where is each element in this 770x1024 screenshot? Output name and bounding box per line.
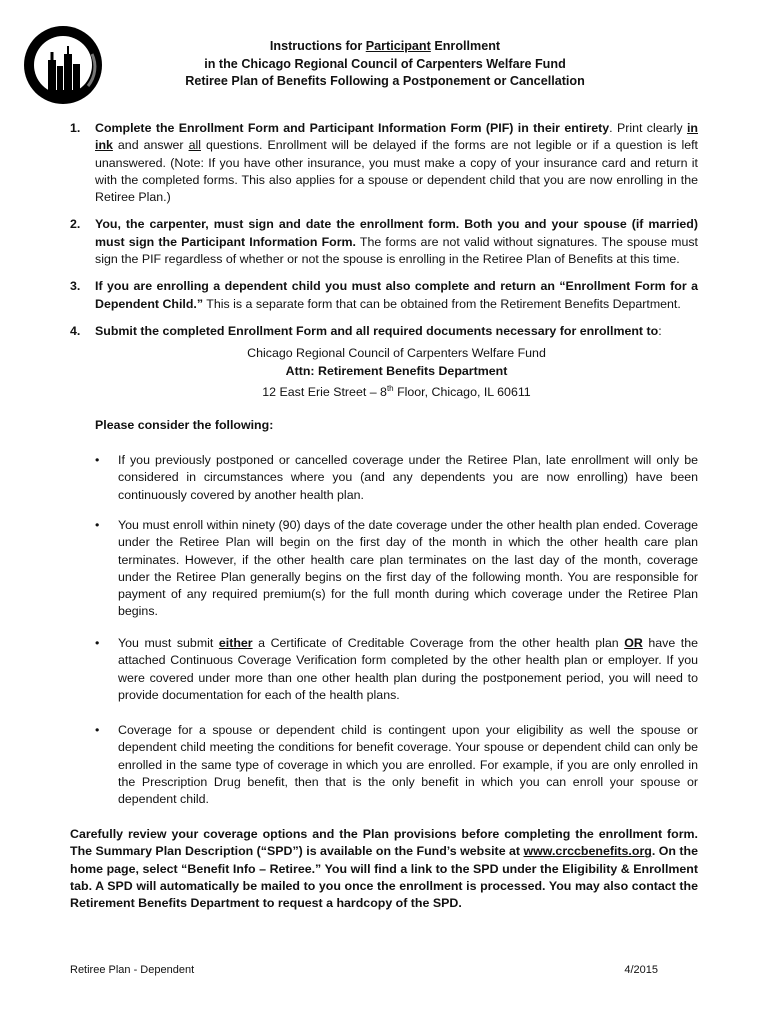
consideration-list [95, 452, 698, 504]
address-line-1: Chicago Regional Council of Carpenters Welfare Fund [247, 346, 546, 361]
address-city: Floor, Chicago, IL 60611 [393, 385, 531, 400]
item-underlined: in ink [95, 121, 698, 153]
emphasis-or: OR [624, 636, 643, 650]
bullet-item [95, 722, 698, 808]
list-item [70, 323, 698, 401]
page-title [100, 38, 670, 91]
item-text: This is a separate form that can be obtained from the Retirement Benefits Department. [203, 296, 681, 311]
footer-date: 4/2015 [624, 964, 658, 976]
title-line-2: in the Chicago Regional Council of Carpenters Welfare Fund [204, 56, 566, 71]
bullet-item [95, 635, 698, 704]
title-line-3: Retiree Plan of Benefits Following a Postponement or Cancellation [185, 74, 585, 88]
consideration-list [95, 722, 698, 808]
consideration-list [95, 517, 698, 621]
bullet-text: Coverage for a spouse or dependent child is contingent upon your eligibility as well the spouse or dependent child meeting the conditions for benefit coverage. Your spouse or dependent child can only be enrolled in the same type of coverage in which you are enrolled. For example, if you are only enrolled in the Prescription Drug benefit, then that is the only benefit in which you can enroll your spouse or dependent child. [118, 723, 698, 807]
list-item [70, 120, 698, 206]
footer-form-name: Retiree Plan - Dependent [70, 964, 195, 976]
item-bold-text: Submit the completed Enrollment Form and all required documents necessary for enrollment to [95, 323, 659, 338]
item-bold-text: Complete the Enrollment Form and Participant Information Form (PIF) in their entirety [95, 121, 610, 135]
bullet-text: a Certificate of Creditable Coverage from the other health plan [252, 636, 625, 650]
item-number: 4. [70, 323, 81, 338]
item-bold-text: If you are enrolling a dependent child you must also complete and return an “Enrollment Form for a Dependent Child.” [95, 279, 698, 311]
title-suffix: Enrollment [430, 39, 501, 53]
bullet-item [95, 452, 698, 504]
bullet-text: If you previously postponed or cancelled coverage under the Retiree Plan, late enrollment will only be considered in circumstances where you (and any dependents you are now enrolling) have been continuously covered by another health plan. [118, 453, 698, 502]
title-prefix: Instructions for [269, 39, 366, 53]
list-item [70, 216, 698, 268]
bullet-text: have the attached Continuous Coverage Verification form completed by the other health plan or employer. If you were covered under more than one other health plan during the postponement period, you will need to provide documentation for each of the health plans. [118, 636, 698, 702]
item-number: 3. [70, 279, 81, 294]
item-text: . Print clearly [609, 121, 687, 135]
closing-text: Carefully review your coverage options and the Plan provisions before completing the enrollment form. The Summary Plan Description (“SPD”) is available on the Fund’s website at [70, 827, 698, 859]
closing-paragraph [70, 826, 698, 912]
emphasis-either: either [218, 636, 253, 650]
skyline-logo-icon [22, 24, 104, 106]
item-text: : [658, 323, 662, 338]
bullet-item [95, 517, 698, 621]
item-text: and answer [112, 138, 189, 153]
address-ordinal: th [386, 384, 394, 394]
mailing-address [95, 344, 698, 401]
item-text: questions. Enrollment will be delayed if the forms are not legible or if a question is left unanswered. (Note: If you have other insurance, you must make a copy of your insurance card and return it with the completed forms. This also applies for a spouse or dependent child that you are now enrolling in the Retiree Plan.) [95, 138, 699, 205]
bullet-text: You must submit [118, 636, 219, 650]
address-street: 12 East Erie Street – 8 [262, 385, 387, 400]
closing-text: . On the home page, select “Benefit Info – Retiree.” You will find a link to the SPD under the Eligibility & Enrollment tab. A SPD will automatically be mailed to you once the enrollment is processed. You may also contact the Retirement Benefits Department to request a hardcopy of the SPD. [70, 844, 699, 911]
bullet-icon: • [95, 453, 100, 467]
address-line-2: Attn: Retirement Benefits Department [285, 364, 508, 379]
bullet-icon: • [95, 636, 100, 650]
bullet-icon: • [95, 723, 100, 737]
item-underlined: all [188, 138, 201, 153]
item-number: 2. [70, 217, 81, 232]
item-bold-text: You, the carpenter, must sign and date the enrollment form. Both you and your spouse (if married) must sign the Participant Information Form. [95, 217, 698, 249]
instruction-list [70, 120, 698, 411]
title-underlined: Participant [365, 39, 431, 53]
address-line-3 [95, 380, 698, 401]
consider-heading: Please consider the following: [95, 418, 274, 432]
consideration-list [95, 635, 698, 704]
item-number: 1. [70, 121, 81, 135]
website-link[interactable]: www.crccbenefits.org [523, 844, 652, 859]
bullet-icon: • [95, 518, 100, 532]
item-text: The forms are not valid without signatures. The spouse must sign the PIF regardless of whether or not the spouse is enrolling in the Retiree Plan of Benefits at this time. [95, 234, 698, 267]
bullet-text: You must enroll within ninety (90) days of the date coverage under the other health plan ended. Coverage under the Retiree Plan will begin on the first day of the month in which the other health care plan terminates. However, if the other health care plan terminates on the last day of the month, coverage under the Retiree Plan generally begins on the first day of the following month. You are responsible for payment of any required premium(s) for the full month during which coverage under the Retiree Plan begins. [118, 518, 698, 619]
list-item [70, 278, 698, 313]
